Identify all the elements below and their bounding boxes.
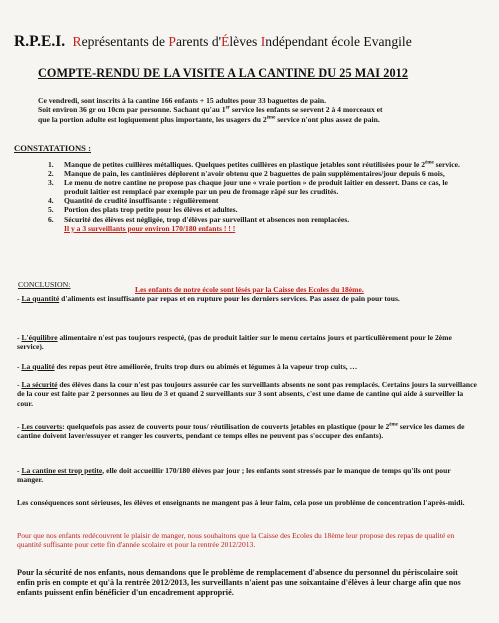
item-text-b: service. — [433, 160, 460, 169]
item-text-a: Sécurité des élèves est négligée, trop d'élèves par surveillant et absences non remplacées. — [64, 214, 350, 224]
alert-indent — [48, 224, 64, 233]
item-number: 4. — [48, 196, 54, 206]
intro-line-3-b: service n'ont plus assez de pain. — [275, 114, 380, 124]
text-securite: des élèves dans la cour n'est pas toujours assurée car les surveillants absents ne sont pas remplacés. Certains jours la surveillance de la cour est faite par 2 personnes au lieu de 3 et quand 2 surveillants sur 3 sont absents, c'est une dame de cantine qui aide à surveiller la cour. — [17, 380, 477, 408]
conclusion-couverts: - Les couverts: quelquefois pas assez de couverts pour tous/ réutilisation de couverts jetables en plastique (pour le 2ème service les dames de cantine doivent laver/essuyer et ranger les couverts, pendant ce temps elles ne peuvent pas s'occuper des enfants). — [17, 422, 465, 441]
item-text-a: Portion des plats trop petite pour les élèves et adultes. — [64, 205, 238, 215]
item-text-a: Le menu de notre cantine ne propose pas chaque jour une « vraie portion » de produit laitier en dessert. Dans ce cas, le produit laitier est remplacé par exemple par un peu de fromage râpé sur les crudités. — [64, 178, 448, 197]
intro-line-3 — [38, 115, 476, 124]
constatation-item — [48, 160, 468, 169]
item-number: 5. — [48, 205, 54, 215]
intro-sup-2: ème — [266, 115, 276, 121]
item-text — [64, 205, 468, 214]
initial-i: I — [260, 34, 266, 49]
constatation-item — [48, 178, 468, 196]
item-text — [64, 178, 468, 196]
org-word-1: eprésentants de — [81, 34, 169, 49]
conclusion-subtitle: Les enfants de notre école sont lésés par la Caisse des Ecoles du 18ème. — [135, 285, 364, 294]
conclusion-securite: - La sécurité des élèves dans la cour n'est pas toujours assurée car les surveillants absents ne sont pas remplacés. Certains jours la surveillance de la cour est faite par 2 personnes au lieu de 3 et quand 2 surveillants sur 3 sont absents, c'est une dame de cantine qui aide à surveiller la cour. — [17, 380, 477, 408]
org-word-2: arents d' — [175, 34, 222, 49]
item-sup: ème — [425, 160, 434, 166]
couverts-sup: ème — [389, 422, 398, 428]
text-cantine: , elle doit accueillir 170/180 élèves par jour ; les enfants sont stressés par le manque de temps qu'ils ont pour manger. — [17, 466, 451, 485]
constatation-item — [48, 169, 468, 178]
term-cantine: La cantine est trop petite — [21, 466, 103, 475]
term-securite: La sécurité — [21, 380, 58, 389]
org-word-4: ndépendant école Evangile — [265, 34, 412, 49]
item-number: 6. — [48, 214, 54, 224]
conclusion-request-quality: Pour que nos enfants redécouvrent le plaisir de manger, nous souhaitons que la Caisse des Ecoles du 18ème leur propose des repas de qualité en quantité suffisante pour cette fin d'année scolaire et pour la rentrée 2012/2013. — [17, 531, 455, 550]
text-equilibre: alimentaire n'est pas toujours respecté, (pas de produit laitier sur le menu certains jours et particulièrement pour le 2ème service). — [17, 333, 452, 352]
document-title: COMPTE-RENDU DE LA VISITE A LA CANTINE DU 25 MAI 2012 — [38, 66, 409, 80]
initial-r: R — [72, 34, 82, 49]
constatations-list — [48, 160, 468, 233]
item-text — [64, 196, 468, 205]
intro-line-1: Ce vendredi, sont inscrits à la cantine 166 enfants + 15 adultes pour 33 baguettes de pain. — [38, 96, 326, 105]
term-quantite: La quantité — [21, 294, 60, 303]
security-alert: Il y a 3 surveillants pour environ 170/180 enfants ! ! ! — [64, 223, 236, 233]
org-acronym: R.P.E.I. — [14, 33, 66, 50]
constatation-item — [48, 215, 468, 224]
item-text — [64, 215, 468, 224]
intro-line-2-a: Soit environ 36 gr ou 10cm par personne. Sachant qu'au 1 — [38, 105, 226, 115]
org-word-3: lèves — [229, 34, 261, 49]
constatation-item — [48, 205, 468, 214]
intro-sup-1: er — [225, 105, 231, 111]
intro-line-3-a: que la portion adulte est logiquement plus importante, les usagers du 2 — [38, 114, 267, 124]
conclusion-consequences: Les conséquences sont sérieuses, les élèves et enseignants ne mangent pas à leur faim, cela pose un problème de concentration l'après-midi. — [17, 498, 465, 507]
item-number: 2. — [48, 169, 54, 179]
constatation-item — [48, 196, 468, 205]
organization-header — [14, 34, 494, 50]
term-equilibre: L'équilibre — [21, 333, 58, 342]
text-qualite: des repas peut être améliorée, fruits trop durs ou abimés et légumes à la vapeur trop cuits, … — [54, 362, 358, 371]
initial-e: É — [221, 34, 230, 49]
conclusion-request-security: Pour la sécurité de nos enfants, nous demandons que le problème de remplacement d'absence du personnel du périscolaire soit enfin pris en compte et qu'à la rentrée 2012/2013, les surveillants n'aient pas une soixantaine d'élèves à leur charge afin que nos enfants puissent enfin bénéficier d'un encadrement approprié. — [17, 568, 461, 597]
item-text — [64, 160, 468, 169]
term-couverts: Les couverts — [21, 422, 63, 431]
constatations-heading: CONSTATATIONS : — [14, 143, 91, 153]
term-qualite: La qualité — [21, 362, 55, 371]
conclusion-cantine: - La cantine est trop petite, elle doit accueillir 170/180 élèves par jour ; les enfants sont stressés par le manque de temps qu'ils ont pour manger. — [17, 466, 451, 485]
intro-line-2 — [38, 105, 476, 114]
text-couverts-b: service les dames de cantine doivent laver/essuyer et ranger les couverts, pendant ce temps elles ne peuvent pas s'occuper des enfants). — [17, 422, 465, 441]
item-text-a: Manque de pain, les cantinières déplorent n'avoir obtenu que 2 baguettes de pain supplémentaires/jour depuis 6 mois, — [64, 169, 445, 179]
item-text-a: Quantité de crudité insuffisante : régulièrement — [64, 196, 219, 206]
initial-p: P — [168, 34, 176, 49]
item-text — [64, 169, 468, 178]
conclusion-qualite: - La qualité des repas peut être améliorée, fruits trop durs ou abimés et légumes à la vapeur trop cuits, … — [17, 362, 358, 371]
conclusion-quantite: - La quantité d'aliments est insuffisante par repas et en rupture pour les derniers services. Pas assez de pain pour tous. — [17, 294, 400, 303]
text-couverts-a: : quelquefois pas assez de couverts pour tous/ réutilisation de couverts jetables en plastique (pour le 2 — [62, 422, 390, 431]
text-quantite: d'aliments est insuffisante par repas et en rupture pour les derniers services. Pas assez de pain pour tous. — [59, 294, 400, 303]
security-alert-item — [48, 224, 468, 233]
item-number: 3. — [48, 178, 54, 188]
intro-line-2-b: service les enfants se servent 2 à 4 morceaux et — [230, 105, 383, 115]
item-number: 1. — [48, 160, 54, 169]
item-text-a: Manque de petites cuillères métalliques. Quelques petites cuillères en plastique jetables sont réutilisées pour le 2 — [64, 160, 426, 169]
intro-paragraph — [38, 96, 476, 124]
conclusion-heading: CONCLUSION: — [18, 280, 71, 289]
conclusion-equilibre: - L'équilibre alimentaire n'est pas toujours respecté, (pas de produit laitier sur le menu certains jours et particulièrement pour le 2ème service). — [17, 333, 452, 352]
